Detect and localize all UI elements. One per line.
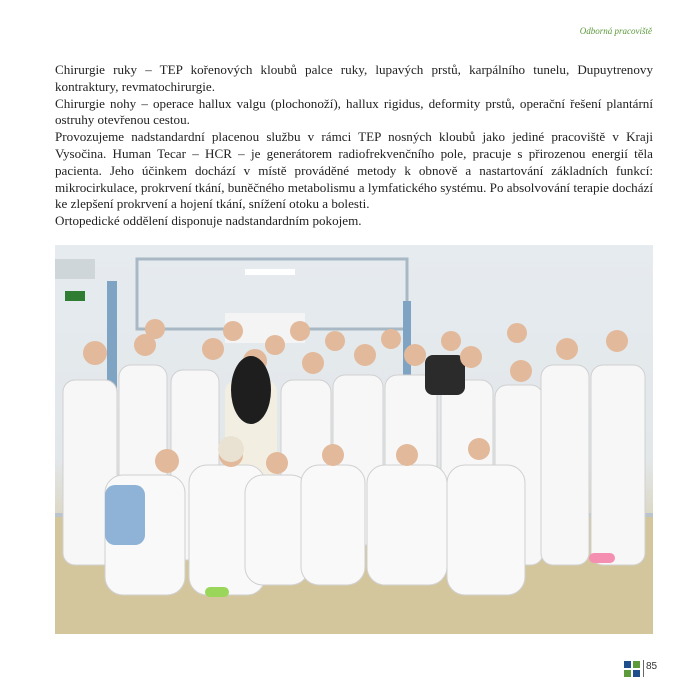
paragraph-foot-surgery: Chirurgie nohy – operace hallux valgu (plochonoží), hallux rigidus, deformity prstů, operační řešení plantární ostruhy otevřenou cestou.	[55, 95, 653, 128]
staff-group-photo	[55, 245, 653, 634]
body-text	[55, 62, 653, 230]
paragraph-room: Ortopedické oddělení disponuje nadstandardním pokojem.	[55, 213, 362, 229]
page-number: 85	[646, 661, 658, 672]
hospital-logo-icon	[624, 661, 640, 677]
paragraph-services: Provozujeme nadstandardní placenou službu v rámci TEP nosných kloubů jako jediné pracoviště v Kraji Vysočina. Human Tecar – HCR – je generátorem radiofrekvenčního pole, pracuje s přirozenou energií těla pacienta. Jeho účinkem dochází v místě prováděné metody k obnově a nastartování základních funkcí: mikrocirkulace, prokrvení tkání, buněčného metabolismu a lymfatického systému. Po absolvování terapie dochází ke zlepšení prokrvení a hojení tkání, snížení otoku a bolesti.	[55, 129, 653, 212]
staff-photo-illustration	[55, 245, 653, 634]
paragraph-hand-surgery: Chirurgie ruky – TEP kořenových kloubů palce ruky, lupavých prstů, karpálního tunelu, Dupuytrenovy kontraktury, revmatochirurgie.	[55, 62, 653, 94]
section-label: Odborná pracoviště	[579, 26, 652, 36]
page-number-divider	[643, 660, 644, 677]
